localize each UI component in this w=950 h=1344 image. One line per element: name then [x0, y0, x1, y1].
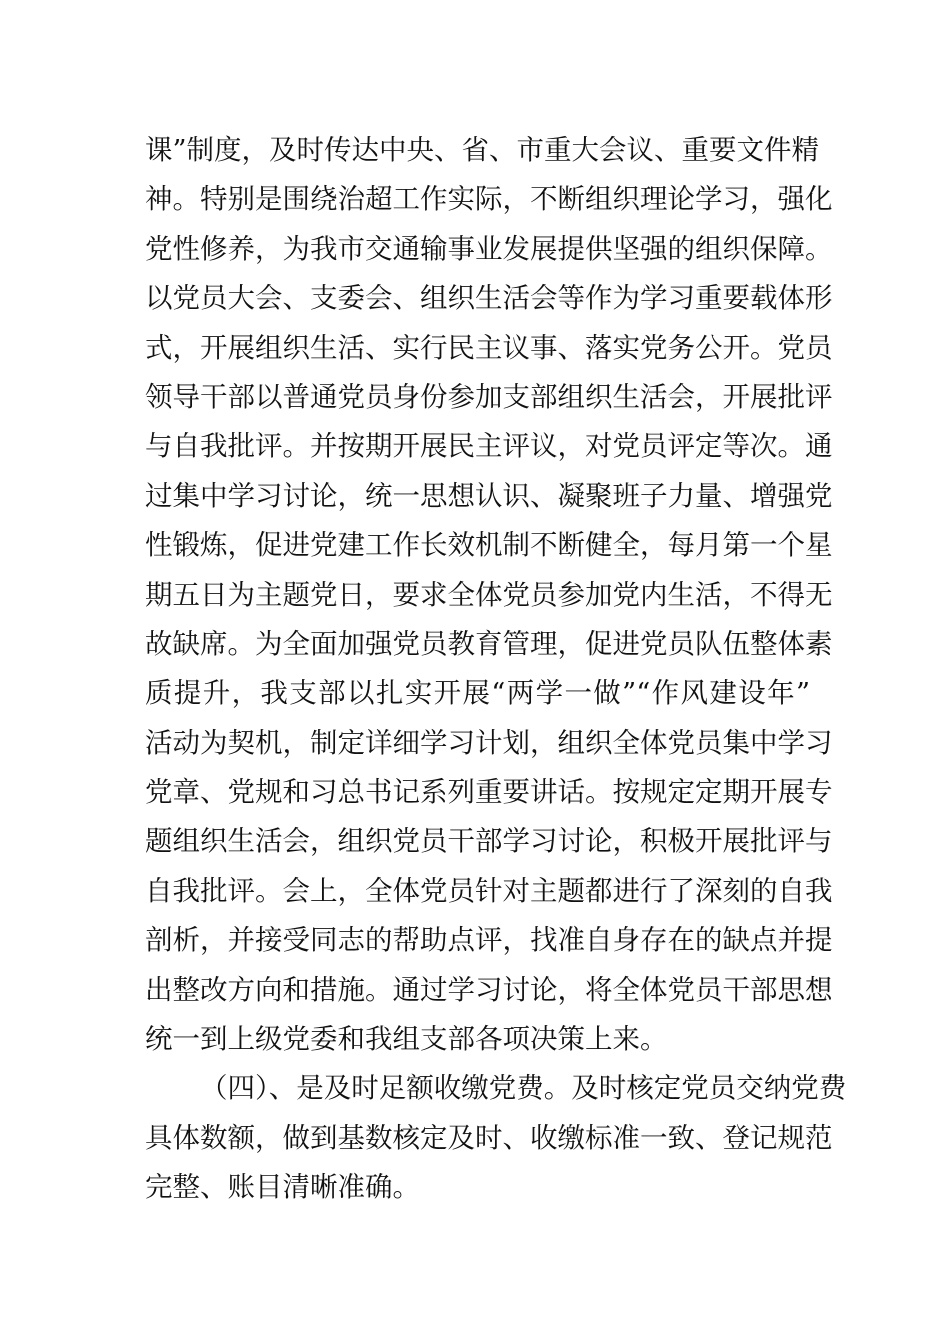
text-line: 自我批评。会上，全体党员针对主题都进行了深刻的自我	[145, 874, 833, 907]
text-line: （四）、是及时足额收缴党费。及时核定党员交纳党费	[200, 1072, 847, 1105]
text-line: 党性修养，为我市交通输事业发展提供坚强的组织保障。	[145, 232, 833, 265]
text-line: 统一到上级党委和我组支部各项决策上来。	[145, 1023, 668, 1056]
text-line: 质提升，我支部以扎实开展“两学一做”“作风建设年”	[145, 677, 810, 710]
text-line: 以党员大会、支委会、组织生活会等作为学习重要载体形	[145, 282, 833, 315]
text-line: 完整、账目清晰准确。	[145, 1171, 420, 1204]
paragraph-2	[145, 1064, 847, 1212]
text-line: 式，开展组织生活、实行民主议事、落实党务公开。党员	[145, 331, 833, 364]
paragraph-1	[145, 126, 833, 1064]
text-line: 神。特别是围绕治超工作实际，不断组织理论学习，强化	[145, 183, 833, 216]
text-line: 课”制度，及时传达中央、省、市重大会议、重要文件精	[145, 134, 820, 166]
text-line: 剖析，并接受同志的帮助点评，找准自身存在的缺点并提	[145, 924, 833, 957]
text-line: 活动为契机，制定详细学习计划，组织全体党员集中学习	[145, 726, 833, 759]
text-line: 领导干部以普通党员身份参加支部组织生活会，开展批评	[145, 380, 833, 413]
text-line: 党章、党规和习总书记系列重要讲话。按规定定期开展专	[145, 776, 833, 809]
text-line: 性锻炼，促进党建工作长效机制不断健全，每月第一个星	[145, 529, 833, 562]
text-line: 故缺席。为全面加强党员教育管理，促进党员队伍整体素	[145, 627, 833, 660]
text-line: 出整改方向和措施。通过学习讨论，将全体党员干部思想	[145, 973, 833, 1006]
text-line: 与自我批评。并按期开展民主评议，对党员评定等次。通	[145, 430, 833, 463]
text-line: 期五日为主题党日，要求全体党员参加党内生活，不得无	[145, 578, 833, 611]
text-line: 过集中学习讨论，统一思想认识、凝聚班子力量、增强党	[145, 479, 833, 512]
text-line: 具体数额，做到基数核定及时、收缴标准一致、登记规范	[145, 1121, 833, 1154]
text-line: 题组织生活会，组织党员干部学习讨论，积极开展批评与	[145, 825, 833, 858]
body-text	[145, 126, 847, 1213]
